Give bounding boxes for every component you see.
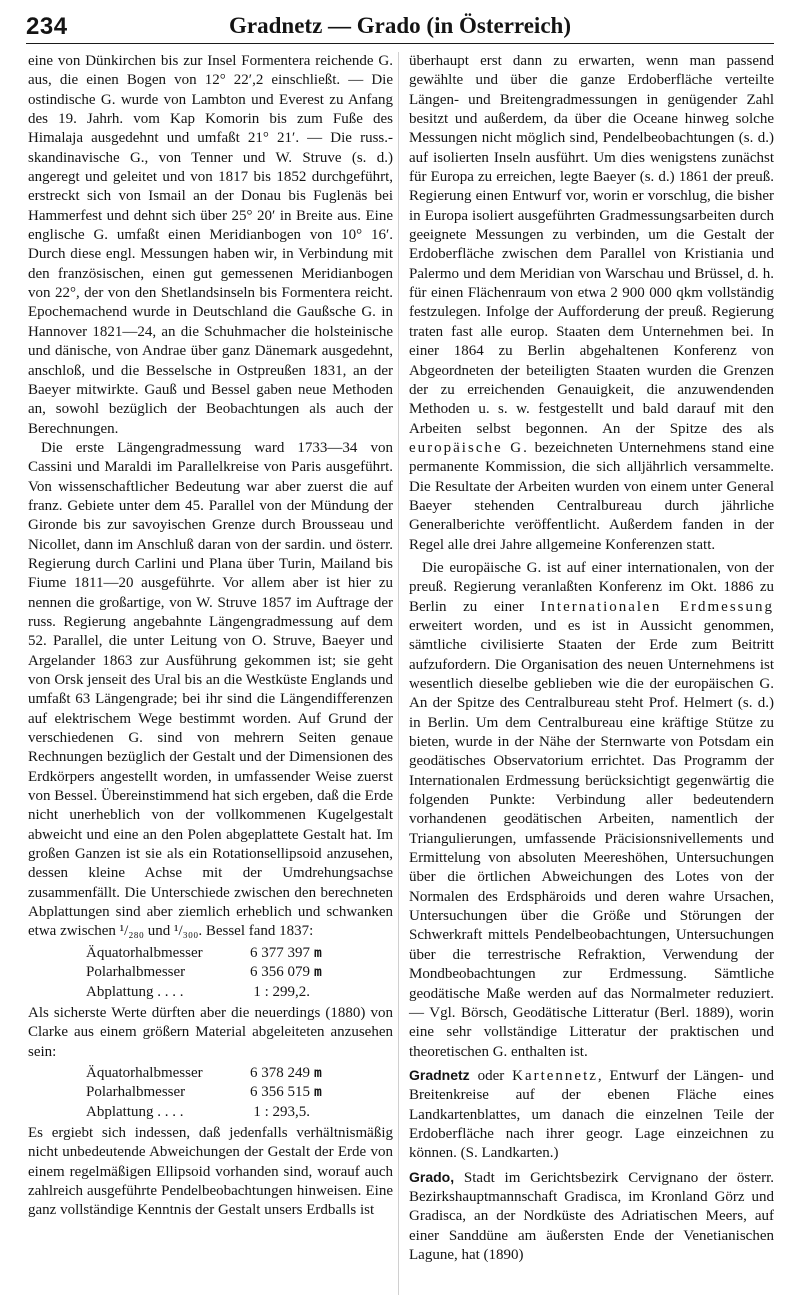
value-label: Äquatorhalbmesser (86, 944, 203, 961)
bessel-row (86, 983, 322, 1002)
entry-grado (409, 1168, 774, 1266)
left-paragraph-2: Die erste Längengradmessung ward 1733—34 von Cassini und Maraldi im Parallelkreise von Paris ausgeführt. Von wissenschaftlicher Bedeutung war aber zuerst die auf franz. Gebiete unter dem 45. Parallel von der Mündung der Gironde bis zur savoyischen Grenze durch Brousseau und Nicollet, dann im Anschluß daran von der sardin. und österr. Regierung durch Carlini und Plana über Turin, Mailand bis Fiume 1811—20 ausgeführte. Vor allem aber ist hier zu nennen die großartige, von W. Struve 1857 im Auftrage der russ. Regierung angebahnte Längengradmessung auf dem 52. Parallel, die unter Leitung von O. Struve, Baeyer und Argelander 1863 zur Ausführung gekommen ist; sie geht von Orsk jenseit des Ural bis an die Westküste Englands und umfaßt 63 Längengrade; bei ihr sind die Längendifferenzen auf elektrischem Wege bestimmt worden. Auf Grund der verschiedenen G. sind von mehrern Seiten genaue Rechnungen bezüglich der Gestalt und der Dimensionen des Erdkörpers angestellt worden, in umfassender Weise zuerst von Bessel. Übereinstimmend hat sich ergeben, daß die Erde nicht unerheblich von der vollkommenen Kugelgestalt abweicht und eine an den Polen abgeplattete Gestalt hat. Im großen Ganzen ist sie als ein Rotationsellipsoid anzusehen, dessen kleine Achse mit der Umdrehungsachse zusammenfällt. Die Unterschiede zwischen den berechneten Abplattungen sind aber ziemlich erheblich und schwanken etwa zwischen ¹/₂₈₀ und ¹/₃₀₀. Bessel fand 1837: (28, 439, 393, 940)
running-title: Gradnetz — Grado (in Österreich) (229, 13, 571, 38)
value-label: Polarhalbmesser (86, 964, 186, 981)
clarke-row (86, 1064, 322, 1083)
text-run: überhaupt erst dann zu erwarten, wenn man passend gewählte und über die ganze Erdoberfläche verteilte Längen- und Breitengradmessungen in genügender Zahl besitzt und außerdem, da über die Oceane hinweg solche Messungen nicht möglich sind, Pendelbeobachtungen (s. d.) auf isolierten Inseln ausführt. Um dies wenigstens zunächst für Europa zu erreichen, legte Baeyer (s. d.) 1861 der preuß. Regierung einen Entwurf vor, worin er vorschlug, die bisher in Europa isoliert ausgeführten Gradmessungsarbeiten durch geeignete Messungen zu verbinden, um die Gestalt der Erdoberfläche zwischen dem Parallel von Kristiania und Palermo und dem Meridian von Warschau und Brüssel, d. h. für einen Flächenraum von etwa 2 900 000 qkm vollständig festzulegen. Infolge der Aufforderung der preuß. Regierung traten fast alle europ. Staaten dem Unternehmen bei. In einer 1864 zu Berlin abgehaltenen Konferenz von Abgeordneten der beteiligten Staaten wurden die Grenzen der zu erreichenden Genauigkeit, die anzuwendenden Methoden u. s. w. festgestellt und bald darauf mit den Arbeiten selbst begonnen. An der Spitze des als (409, 53, 774, 437)
value-number: 6 356 079 (250, 964, 310, 981)
value-unit: m (314, 1065, 322, 1081)
running-header (26, 8, 774, 44)
entry-headword: Gradnetz (409, 1066, 470, 1083)
clarke-row (86, 1083, 322, 1102)
left-column (28, 52, 393, 1221)
right-paragraph-1 (409, 52, 774, 555)
value-label: Abplattung . . . . (86, 983, 184, 1000)
value-label: Polarhalbmesser (86, 1084, 186, 1101)
value-unit (310, 1103, 322, 1122)
right-column (409, 52, 774, 1265)
text-run: oder (469, 1067, 513, 1084)
spaced-term: Internationalen Erdmessung (540, 598, 774, 615)
clarke-values-table (86, 1064, 322, 1122)
value-unit: m (314, 1085, 322, 1101)
clarke-row (86, 1103, 322, 1122)
entry-headword: Grado, (409, 1168, 455, 1185)
text-run: Stadt im Gerichtsbezirk Cervignano der österr. Bezirkshauptmannschaft Gradisca, im Kronland Görz und Gradisca, an der Nordküste des Adriatischen Meers, auf einer Sanddüne am äußersten Ende der Venetianischen Lagune, hat (1890) (409, 1169, 774, 1263)
bessel-row (86, 944, 322, 963)
bessel-row (86, 963, 322, 982)
page-number: 234 (26, 13, 68, 40)
left-paragraph-4: Es ergiebt sich indessen, daß jedenfalls verhältnismäßig nicht unbedeutende Abweichungen der Gestalt der Erde von einem regelmäßigen Ellipsoid vorhanden sind, worauf auch zahlreich ausgeführte Pendelbeobachtungen hinweisen. Eine ganz vollständige Kenntnis der Gestalt unsers Erdballs ist (28, 1124, 393, 1219)
left-paragraph-1: eine von Dünkirchen bis zur Insel Formentera reichende G. aus, die einen Bogen von 12° 22′,2 einschließt. — Die ostindische G. wurde von Lambton und Everest zu Anfang des 19. Jahrh. vom Kap Komorin bis zum Fuße des Himalaja ausgedehnt und umfaßt 21° 21′. — Die russ.-skandinavische G., von Tenner und W. Struve (s. d.) angeregt und geleitet und von 1817 bis 1852 durchgeführt, erstreckt sich von Ismail an der Donau bis Fuglenäs bei Hammerfest und dehnt sich über 25° 20′ in Breite aus. Eine englische G. umfaßt einen Meridianbogen von 10° 16′. Durch diese engl. Messungen haben wir, in Verbindung mit den französischen, einen gut gemessenen Meridianbogen von 22°, der von den Shetlandsinseln bis Formentera reicht. Epochemachend wurde in Deutschland die Gaußsche G. in Hannover 1821—24, an die Schuhmacher die holsteinische und dänische, von Andrae über ganz Dänemark ausgedehnt, anschloß, und die Besselsche in Ostpreußen 1831, an der Baeyer mitwirkte. Gauß und Bessel gaben neue Methoden an, sowohl bezüglich der Beobachtungen als auch der Berechnungen. (28, 53, 393, 437)
value-label: Abplattung . . . . (86, 1103, 184, 1120)
value-number: 6 356 515 (250, 1084, 310, 1101)
spaced-term: europäische G. (409, 439, 529, 456)
value-number: 1 : 299,2. (253, 983, 310, 1000)
value-number: 1 : 293,5. (253, 1103, 310, 1120)
left-paragraph-3: Als sicherste Werte dürften aber die neuerdings (1880) von Clarke aus einem größern Material abgeleiteten anzusehen sein: (28, 1004, 393, 1060)
value-unit: m (314, 965, 322, 981)
bessel-values-table (86, 944, 322, 1002)
value-unit (310, 983, 322, 1002)
value-number: 6 377 397 (250, 944, 310, 961)
entry-gradnetz (409, 1066, 774, 1164)
value-unit: m (314, 945, 322, 961)
text-run: bezeichneten Unternehmens stand eine permanente Kommission, die sich alljährlich versammelte. Die Resultate der Arbeiten wurden von einem unter General Baeyer stehenden Centralbureau durch jährliche Generalberichte veröffentlicht. Außerdem fanden in der Regel alle drei Jahre allgemeine Konferenzen statt. (409, 439, 774, 553)
spaced-term: Kartennetz (512, 1067, 598, 1084)
text-run: erweitert worden, und es ist in Aussicht genommen, sämtliche civilisierte Staaten der Erde zum Beitritt aufzufordern. Die Organisation des neuen Unternehmens ist wesentlich dieselbe geblieben wie die der europäischen G. An der Spitze des Centralbureau steht Prof. Helmert (s. d.) in Berlin. Um dem Centralbureau eine kräftige Stütze zu bieten, wurde in der Nähe der Sternwarte von Potsdam ein geodätisches Observatorium errichtet. Das Programm der Internationalen Erdmessung berücksichtigt gegenwärtig die folgenden Punkte: Verbindung aller bedeutendern vorhandenen geodätischen Arbeiten, namentlich der Triangulierungen, umfassende Präcisionsnivellements und Ermittelung von absoluten Meereshöhen, Untersuchungen über die örtlichen Abweichungen des Lotes von der Normalen des Erdsphäroids und deren wahre Ursachen, Untersuchungen über die Größe und Störungen der Schwerkraft mittels Pendelbeobachtungen, Untersuchungen über die terrestrische Refraktion, Verwendung der Mondbeobachtungen zur Erdmessung. Sämtliche geodätische Maße werden auf das Normalmeter reduziert. — Vgl. Börsch, Geodätische Litteratur (Berl. 1889), worin eine sehr vollständige Litteratur der praktischen und theoretischen G. enthalten ist. (409, 617, 774, 1060)
value-label: Äquatorhalbmesser (86, 1064, 203, 1081)
text-run: Die europäische G. ist auf einer internationalen, von der preuß. Regierung veranlaßten Konferenz im Okt. 1886 zu Berlin zu einer (409, 559, 774, 615)
column-divider (398, 52, 399, 1295)
text-run: , Entwurf der Längen- und Breitenkreise auf der ebenen Fläche eines Landkartenblattes, um danach die einzelnen Teile der Erdoberfläche nach ihrer geogr. Lage einzeichnen zu können. (S. Landkarten.) (409, 1067, 775, 1162)
value-number: 6 378 249 (250, 1064, 310, 1081)
right-paragraph-2 (409, 559, 774, 1062)
